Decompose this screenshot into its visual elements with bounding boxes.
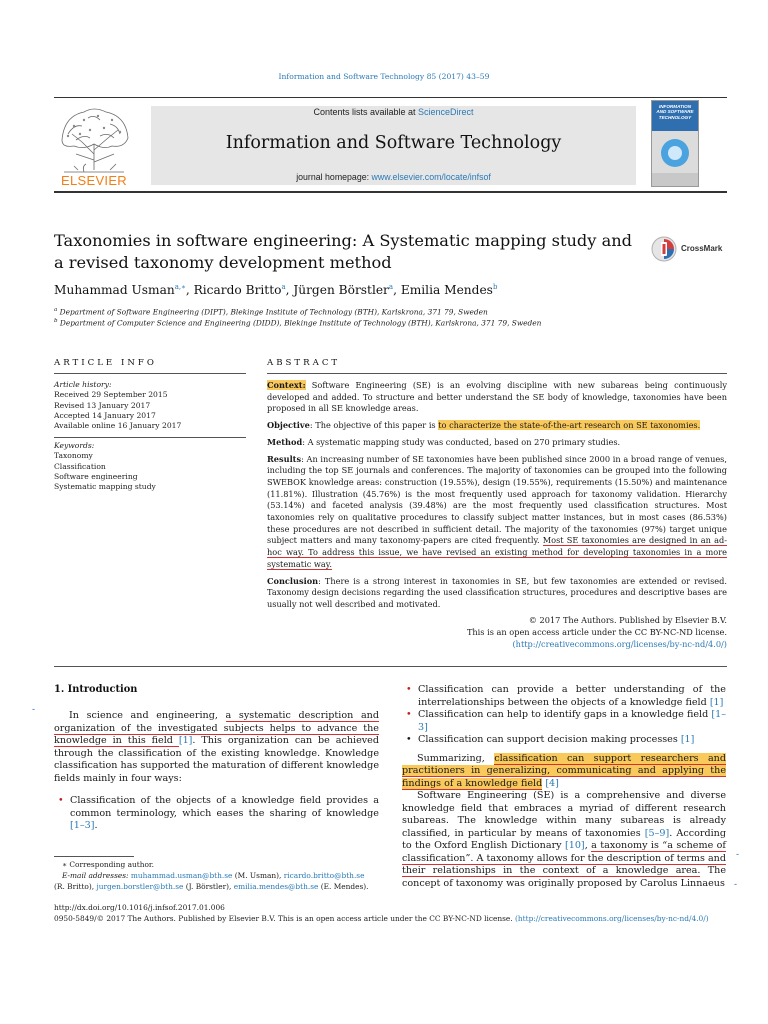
email-borstler[interactable]: jurgen.borstler@bth.se: [96, 881, 184, 891]
ref-1-3[interactable]: [1–3]: [70, 820, 95, 831]
bullet-item-3: [402, 709, 726, 734]
keyword-4: Systematic mapping study: [54, 482, 156, 492]
abstract-end-rule: [54, 666, 727, 667]
ref-10[interactable]: [10]: [564, 840, 585, 851]
footnote-block: [54, 860, 384, 892]
abstract-conclusion: [267, 576, 727, 611]
sciencedirect-link[interactable]: ScienceDirect: [418, 107, 474, 117]
margin-marker-right: -: [736, 850, 740, 860]
homepage-prefix: journal homepage:: [296, 172, 372, 182]
abstract-body: [267, 380, 727, 616]
keyword-2: Classification: [54, 461, 106, 471]
copyright-line: © 2017 The Authors. Published by Elsevier B.V.: [528, 615, 727, 625]
bullet-dot: •: [406, 709, 412, 720]
author-2-sup[interactable]: a: [281, 283, 286, 291]
author-2[interactable]: Ricardo Britto: [193, 283, 282, 298]
issn-text: 0950-5849/© 2017 The Authors. Published by Elsevier B.V. This is an open access article under the CC BY-NC-ND license.: [54, 914, 515, 923]
context-label: Context:: [267, 380, 306, 390]
affiliation-a: [54, 307, 488, 316]
abstract-context: [267, 380, 727, 415]
objective-label: Objective: [267, 420, 310, 431]
abstract-objective: [267, 420, 727, 432]
journal-homepage-line: [151, 172, 636, 182]
abstract-results: [267, 454, 727, 571]
intro-p2-highlight: classification can support researchers and practitioners in generalizing, communicating and applying the findings of a knowledge field: [402, 752, 726, 789]
ref-4[interactable]: [4]: [545, 777, 559, 789]
email-addresses: [54, 871, 384, 882]
bullet-dot: •: [58, 795, 64, 806]
journal-homepage-link[interactable]: www.elsevier.com/locate/infsof: [371, 172, 491, 182]
author-4-sup[interactable]: b: [492, 283, 498, 291]
article-history: [54, 380, 181, 431]
keywords-rule: [54, 437, 246, 438]
paper-title-line-2: a revised taxonomy development method: [54, 253, 392, 272]
keyword-1: Taxonomy: [54, 451, 93, 461]
bullet-2-text: Classification can provide a better understanding of the interrelationships between the objects of a knowledge field: [418, 684, 726, 708]
author-list: Muhammad Usman$^{a,∗}$, Ricardo Britto$^a$, Jürgen Börstler$^a$, Emilia Mendes$^b$: [54, 283, 498, 298]
journal-citation-line[interactable]: Information and Software Technology 85 (2017) 43–59: [278, 72, 490, 81]
footnote-rule: [54, 856, 134, 857]
corresponding-author-note: ∗ Corresponding author.: [62, 860, 154, 869]
paper-title-line-1: Taxonomies in software engineering: A Systematic mapping study and: [54, 231, 633, 250]
results-label: Results: [267, 453, 302, 464]
bullet-item-4: [402, 734, 726, 747]
ref-1[interactable]: [1]: [709, 696, 724, 708]
intro-p3-underlined: a taxonomy is “a scheme of classification”. A taxonomy allows for the description of terms and their relationships in the context of a knowledge area.: [402, 840, 726, 876]
intro-p1-underlined: a systematic description and organization of the investigated subjects helps to advance the knowledge in this field: [54, 710, 379, 746]
journal-cover-thumbnail[interactable]: [651, 100, 699, 187]
email-mendes[interactable]: emilia.mendes@bth.se: [233, 881, 319, 891]
conclusion-text: : There is a strong interest in taxonomies in SE, but few taxonomies are extended or revised. Taxonomy design decisions regarding the used classification structures, procedures and descriptive bases are usually not well described and motivated.: [267, 575, 727, 609]
intro-p1-end: . This organization can be achieved through the classification of the existing knowledge. Knowledge classification has supported the maturation of different knowledge fields mainly in four ways:: [54, 735, 379, 784]
intro-paragraph-2: [402, 753, 726, 791]
keyword-3: Software engineering: [54, 471, 138, 481]
issn-line: [54, 914, 744, 925]
affiliation-b: [54, 318, 541, 327]
affiliation-a-sup: a: [54, 307, 58, 313]
cover-title: INFORMATION AND SOFTWARE TECHNOLOGY: [656, 104, 694, 120]
intro-p3-start: Software Engineering (SE) is a comprehensive and diverse knowledge field that embraces a myriad of different research subareas. The knowledge within many subareas is already classified, in particular by means of taxonomies: [402, 790, 726, 839]
author-3[interactable]: Jürgen Börstler: [293, 283, 389, 298]
author-3-sup[interactable]: a: [388, 283, 394, 291]
crossmark-badge[interactable]: [651, 236, 731, 266]
email-addresses-cont: [54, 882, 384, 893]
ref-5-9[interactable]: [5–9]: [644, 827, 670, 839]
email-borstler-who: (J. Börstler),: [183, 881, 234, 891]
bullet-4-text: Classification can support decision making processes: [418, 734, 681, 745]
ref-1[interactable]: [1]: [178, 735, 193, 746]
margin-marker-right-2: -: [734, 880, 738, 890]
intro-p3-end: The concept of taxonomy was originally proposed by Carolus Linnaeus: [402, 865, 727, 889]
bullet-item-2: [402, 684, 726, 709]
affiliation-b-sup: b: [54, 318, 58, 324]
doi-link[interactable]: http://dx.doi.org/10.1016/j.infsof.2017.01.006: [54, 903, 225, 912]
elsevier-wordmark: ELSEVIER: [61, 173, 127, 188]
history-accepted: Accepted 14 January 2017: [54, 410, 156, 420]
intro-p3-comma: ,: [584, 840, 592, 851]
email-usman-who: (M. Usman),: [232, 870, 284, 880]
journal-title: Information and Software Technology: [225, 133, 562, 153]
objective-text: : The objective of this paper is: [309, 420, 439, 431]
header-top-rule: [54, 97, 727, 98]
bullet-1-text: Classification of the objects of a knowledge field provides a common terminology, which eases the sharing of knowledge: [70, 795, 379, 819]
issn-license-link[interactable]: (http://creativecommons.org/licenses/by-nc-nd/4.0/): [515, 914, 709, 923]
results-underlined: Most SE taxonomies are designed in an ad-hoc way. To address this issue, we have revised an existing method for developing taxonomies in a more systematic way.: [267, 535, 727, 569]
bullet-item-1: [54, 795, 379, 833]
intro-p3-mid: . According to the Oxford English Dictionary: [402, 827, 726, 851]
author-1-sup[interactable]: a,∗: [174, 283, 186, 291]
author-4[interactable]: Emilia Mendes: [400, 283, 493, 298]
crossmark-icon: [651, 236, 677, 262]
author-1[interactable]: Muhammad Usman: [54, 283, 175, 298]
method-label: Method: [267, 436, 303, 447]
history-online: Available online 16 January 2017: [54, 421, 182, 431]
article-info-rule: [54, 373, 246, 374]
intro-paragraph-1: [54, 710, 379, 785]
abstract-heading: ABSTRACT: [267, 358, 341, 368]
license-line: This is an open access article under the CC BY-NC-ND license.: [466, 627, 727, 638]
header-bottom-rule: [54, 191, 727, 193]
method-text: : A systematic mapping study was conducted, based on 270 primary studies.: [302, 436, 621, 447]
bullet-dot: •: [406, 684, 412, 695]
context-text: Software Engineering (SE) is an evolving discipline with new subareas being continuously developed and added. To structure and better understand the SE body of knowledge, taxonomies have been proposed in all SE knowledge areas.: [267, 380, 727, 414]
contents-prefix: Contents lists available at: [313, 107, 419, 117]
email-mendes-who: (E. Mendes).: [318, 881, 369, 891]
email-britto-who: (R. Britto),: [54, 881, 97, 891]
intro-left-column: [54, 710, 379, 833]
intro-paragraph-3: [402, 790, 726, 890]
objective-highlight: to characterize the state-of-the-art research on SE taxonomies.: [438, 420, 701, 431]
abstract-method: [267, 437, 727, 449]
email-usman[interactable]: muhammad.usman@bth.se: [130, 870, 233, 880]
intro-right-column: [402, 684, 726, 890]
history-received: Received 29 September 2015: [54, 390, 168, 400]
email-britto[interactable]: ricardo.britto@bth.se: [283, 870, 365, 880]
affiliation-a-text: Department of Software Engineering (DIPT), Blekinge Institute of Technology (BTH), Karlskrona, 371 79, Sweden: [59, 307, 488, 317]
ref-1[interactable]: [1]: [680, 734, 695, 745]
bullet-3-text: Classification can help to identify gaps in a knowledge field: [418, 709, 712, 720]
article-info-heading: ARTICLE INFO: [54, 358, 157, 368]
intro-p1-start: In science and engineering,: [69, 710, 226, 721]
conclusion-label: Conclusion: [267, 575, 319, 586]
article-history-label: Article history:: [54, 380, 112, 389]
margin-marker-left: -: [32, 705, 36, 715]
license-link[interactable]: (http://creativecommons.org/licenses/by-nc-nd/4.0/): [512, 639, 727, 650]
affiliation-b-text: Department of Computer Science and Engineering (DIDD), Blekinge Institute of Technology (BTH), Karlskrona, 371 79, Sweden: [59, 318, 542, 328]
bullet-dot: •: [406, 734, 412, 745]
section-heading-introduction: 1. Introduction: [54, 684, 138, 695]
bullet-1-end: .: [94, 820, 98, 831]
paper-title: [54, 230, 644, 274]
keywords-block: [54, 441, 156, 492]
intro-p2-start: Summarizing,: [417, 752, 495, 764]
history-revised: Revised 13 January 2017: [54, 400, 151, 410]
keywords-label: Keywords:: [54, 441, 95, 450]
email-label: E-mail addresses:: [62, 870, 131, 880]
results-text: : An increasing number of SE taxonomies have been published since 2000 in a broad range of venues, including the top SE journals and conferences. The majority of taxonomies can be grouped into the following SWEBOK knowledge areas: construction (19.55%), design (19.55%), requirements (15.50%) and maintenance (11.81%). Illustration (45.76%) is the most frequently used approach for taxonomy validation. Hierarchy (53.14%) and faceted analysis (39.48%) are the most frequently used classification structures. Most taxonomies rely on qualitative procedures to classify subject matter instances, but in most cases (86.53%) these procedures are not described in sufficient detail. The majority of the taxonomies (97%) target unique subject matters and many taxonomy-papers are cited frequently.: [267, 453, 727, 546]
ref-1-3[interactable]: [1–3]: [418, 709, 726, 733]
contents-available-line: [151, 107, 636, 117]
abstract-rule: [267, 373, 727, 374]
crossmark-label: CrossMark: [681, 244, 723, 253]
license-note: [267, 614, 727, 651]
